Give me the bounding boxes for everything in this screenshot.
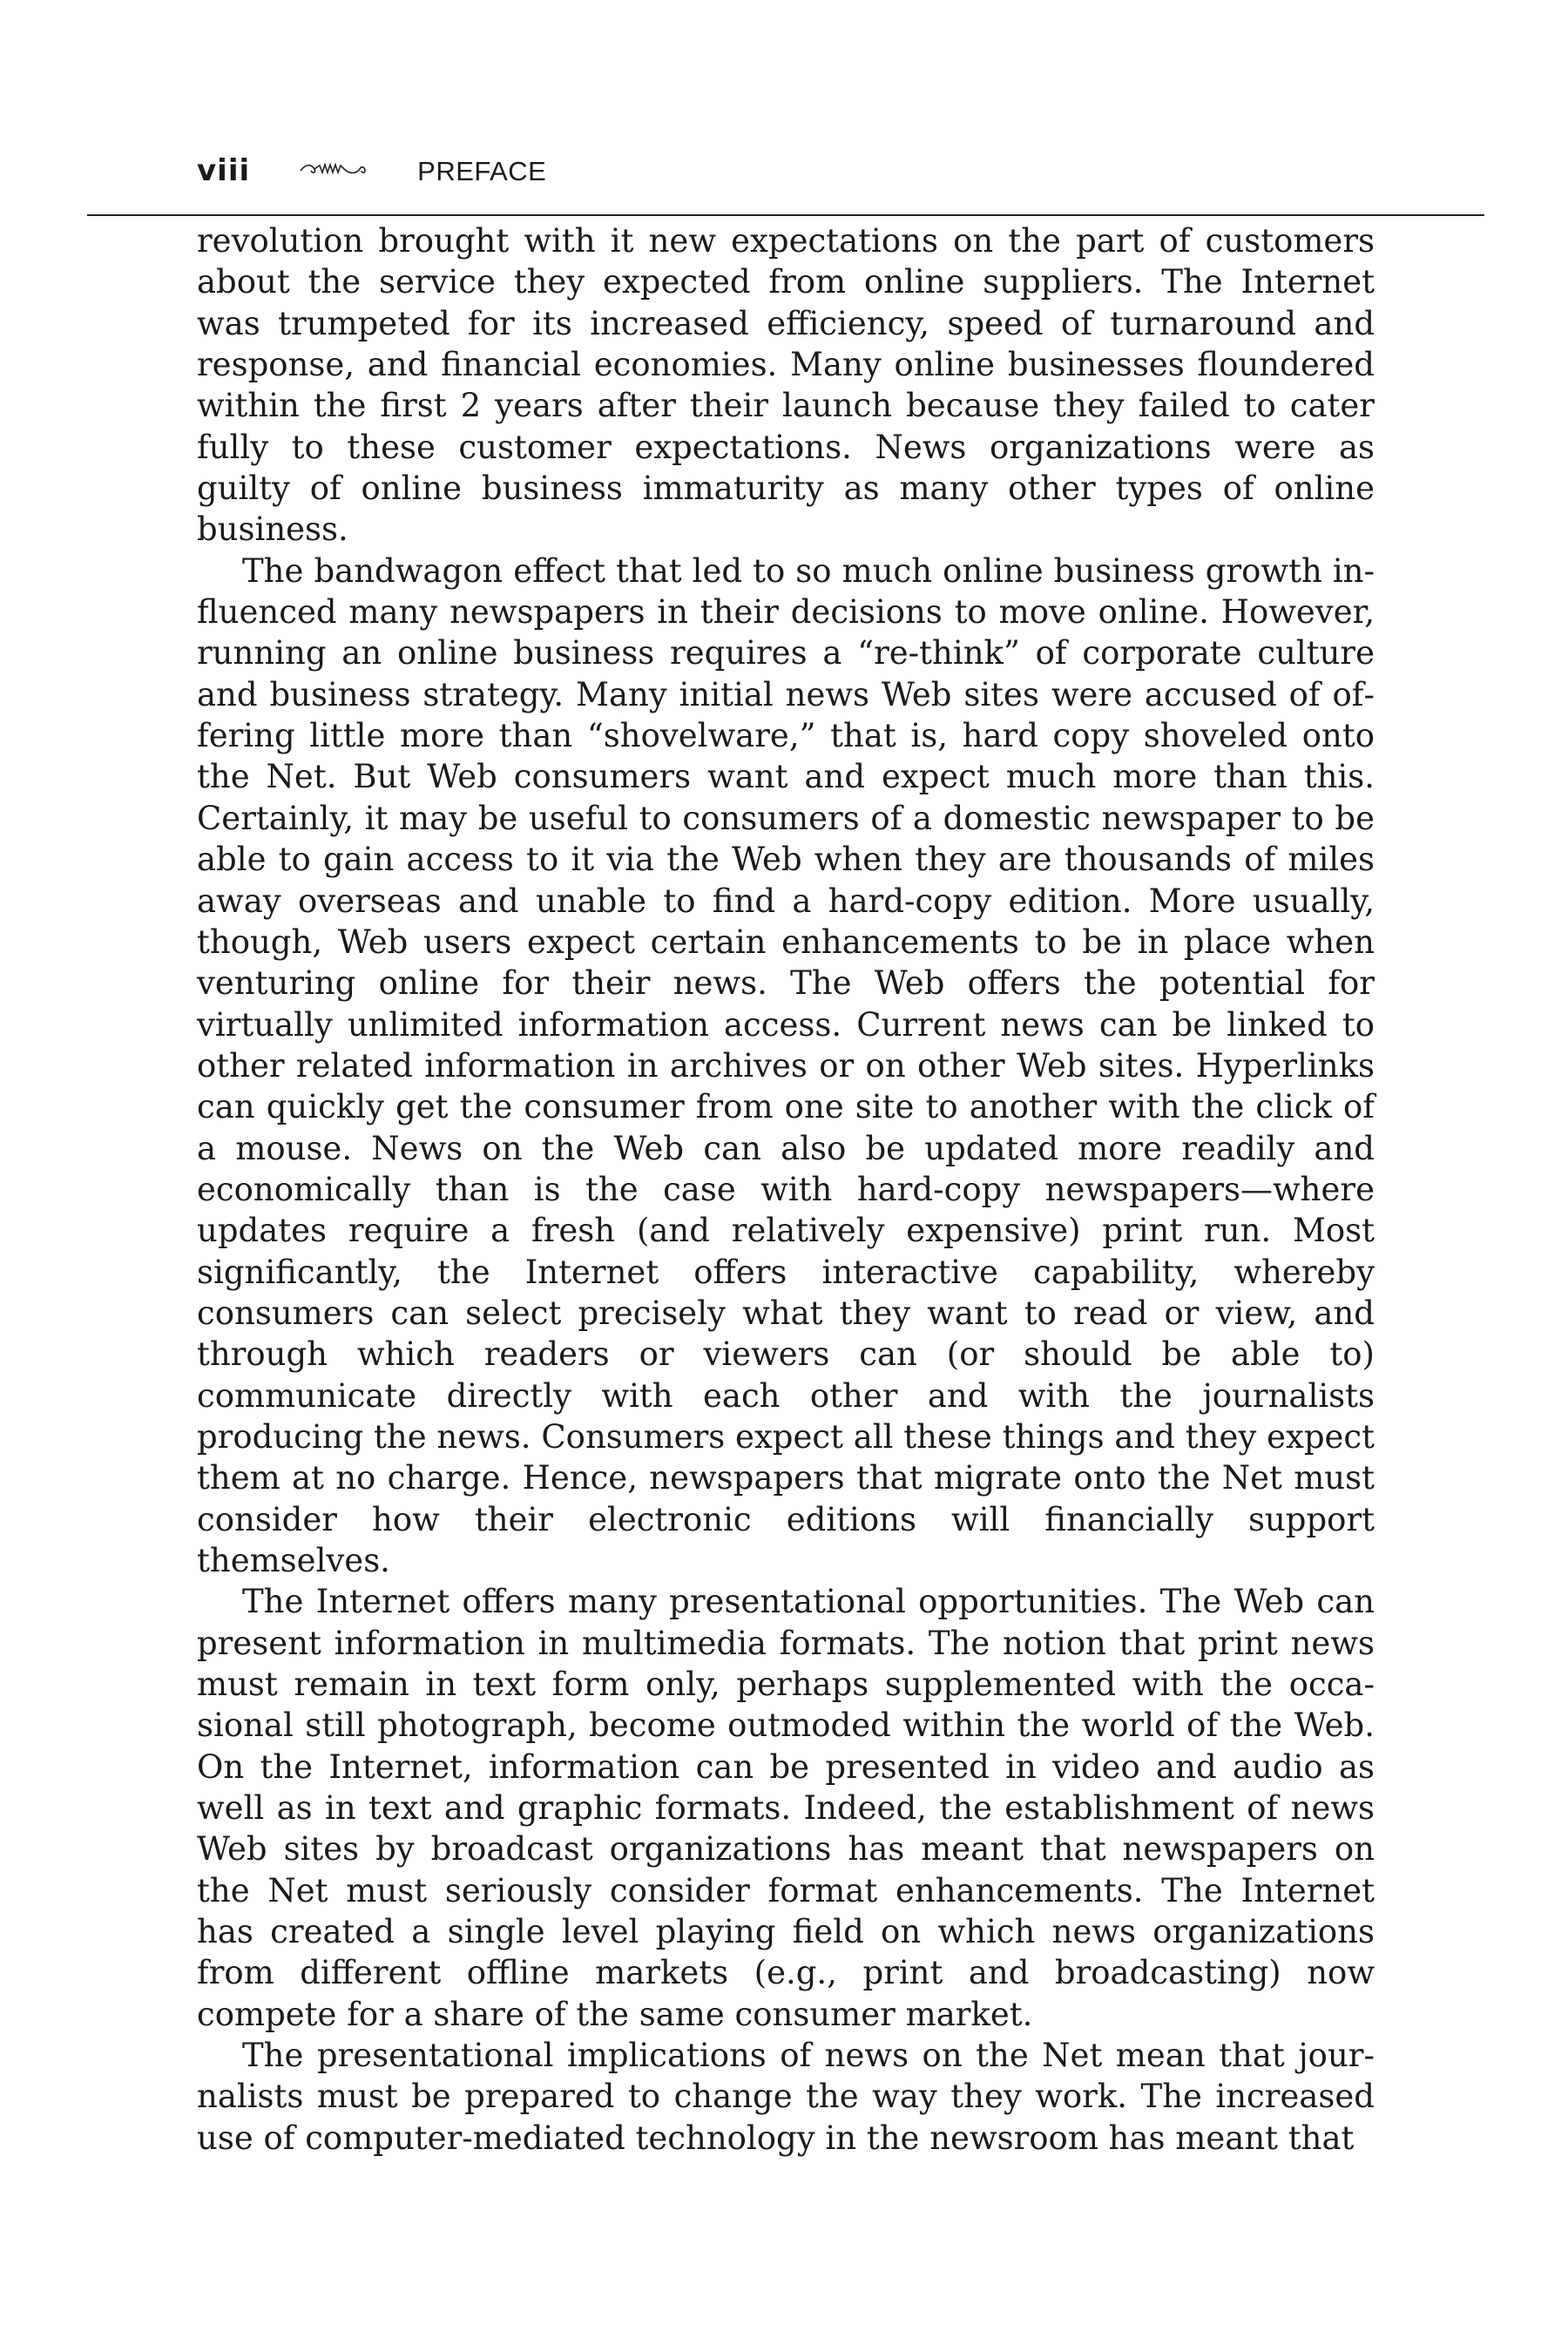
running-head xyxy=(197,153,1486,197)
paragraph: The bandwagon effect that led to so much online business growth influenced many newspapers in their decisions to move online. However, running an online business requires a “re-think” of corporate culture and business strategy. Many initial news Web sites were accused of offering little more than “shovelware,” that is, hard copy shoveled onto the Net. But Web consumers want and expect much more than this. Certainly, it may be useful to consumers of a domestic newspaper to be able to gain access to it via the Web when they are thousands of miles away overseas and unable to find a hard-copy edition. More usually, though, Web users expect certain enhancements to be in place when venturing online for their news. The Web offers the potential for virtually unlimited information access. Current news can be linked to other related information in archives or on other Web sites. Hyperlinks can quickly get the consumer from one site to another with the click of a mouse. News on the Web can also be updated more readily and economically than is the case with hard-copy newspapers—where updates require a fresh (and relatively expensive) print run. Most significantly, the Internet offers interactive capability, whereby consumers can select precisely what they want to read or view, and through which readers or viewers can (or should be able to) communicate directly with each other and with the journalists producing the news. Consumers expect all these things and they expect them at no charge. Hence, newspapers that migrate onto the Net must consider how their electronic editions will financially support themselves. xyxy=(197,551,1375,1579)
page-number: viii xyxy=(197,153,251,188)
paragraph: The presentational implications of news on the Net mean that journalists must be prepared to change the way they work. The increased use of computer-mediated technology in the newsroom has meant that xyxy=(197,2037,1375,2157)
decorative-flourish-icon xyxy=(299,160,367,178)
header-rule xyxy=(87,214,1484,216)
paragraph: revolution brought with it new expectations on the part of customers about the service they expected from online suppliers. The Internet was trumpeted for its increased efficiency, speed of turnaround and response, and financial economies. Many online businesses floundered within the first 2 years after their launch because they failed to cater fully to these customer expectations. News organizations were as guilty of online business immaturity as many other types of online business. xyxy=(197,222,1375,549)
body-text xyxy=(197,220,1375,2159)
paragraph: The Internet offers many presentational opportunities. The Web can present information in multimedia formats. The notion that print news must remain in text form only, perhaps supplemented with the occasional still photograph, become outmoded within the world of the Web. On the Internet, information can be presented in video and audio as well as in text and graphic formats. Indeed, the establishment of news Web sites by broadcast organizations has meant that newspapers on the Net must seriously consider format enhancements. The Internet has created a single level playing field on which news organizations from different offline markets (e.g., print and broadcasting) now compete for a share of the same consumer market. xyxy=(197,1583,1375,2033)
running-title: PREFACE xyxy=(417,156,547,186)
